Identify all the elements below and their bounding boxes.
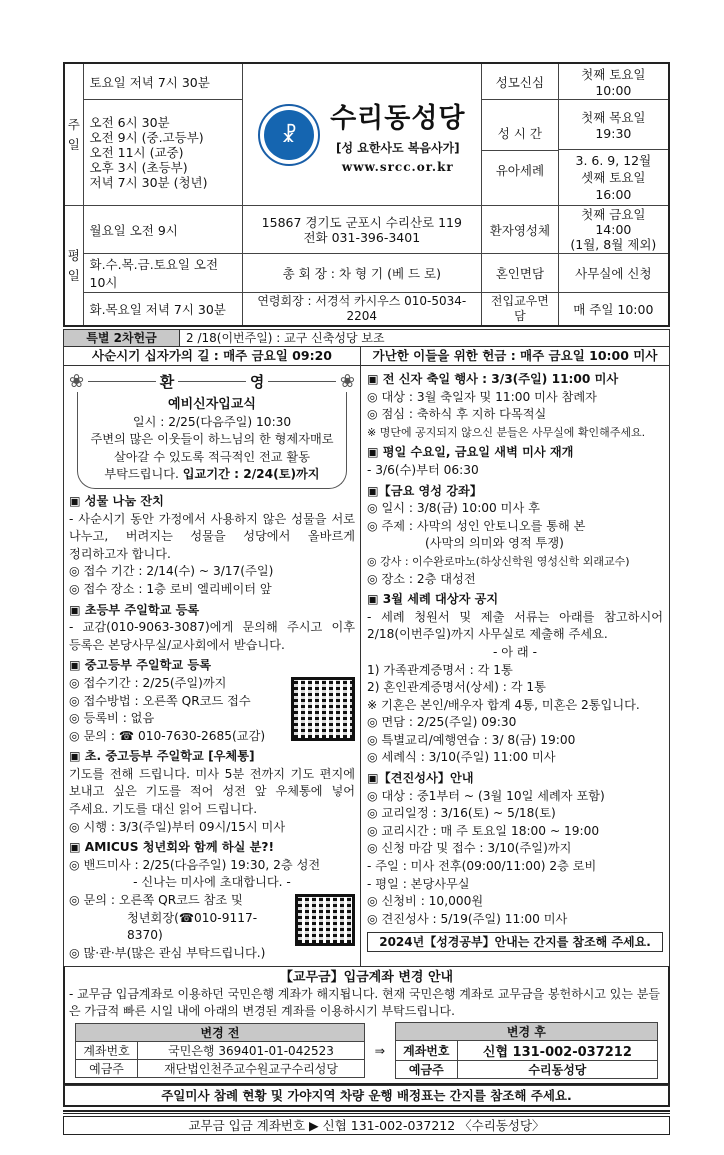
stations-of-cross-heading: 사순시기 십자가의 길 : 매주 금요일 09:20	[64, 347, 361, 365]
welcome-deadline: 입교기간 : 2/24(토)까지	[182, 467, 320, 482]
weekday-mass: 화.수.목.금.토요일 오전 10시	[83, 254, 242, 293]
church-address: 15867 경기도 군포시 수리산로 119 전화 031-396-3401	[242, 206, 482, 254]
list-item: ◎ 교리일정 : 3/16(토) ~ 5/18(토)	[367, 806, 556, 821]
list-item: ◎ 장소 : 2층 대성전	[367, 571, 476, 586]
schedule-value: 첫째 금요일 14:00 (1월, 8월 제외)	[558, 206, 669, 254]
schedule-pair: 성 시 간 유아세례	[482, 100, 559, 206]
sunday-label: 주일	[64, 63, 83, 206]
list-item: 2) 혼인관계증명서(상세) : 각 1통	[367, 680, 546, 695]
list-item: ※ 명단에 공지되지 않으신 분들은 사무실에 확인해주세요.	[367, 425, 646, 439]
wreath-icon: 환	[159, 372, 175, 391]
welcome-title: 예비신자입교식	[168, 397, 256, 412]
church-name: 수리동성당	[330, 102, 466, 134]
schedule-value: 첫째 토요일 10:00	[558, 63, 669, 100]
weekday-label: 평일	[64, 206, 83, 327]
bible-study-note: 2024년【성경공부】안내는 간지를 참조해 주세요.	[367, 932, 663, 952]
schedule-key: 환자영성체	[482, 206, 559, 254]
list-item: ◎ 문의 : ☎ 010-7630-2685(교감)	[69, 728, 266, 743]
mass-schedule-table	[63, 62, 670, 327]
schedule-value: 사무실에 신청	[558, 254, 669, 293]
schedule-key: 혼인면담	[482, 254, 559, 293]
schedule-value: 매 주일 10:00	[558, 293, 669, 327]
section-heading: ▣ AMICUS 청년회와 함께 하실 분?!	[69, 840, 275, 855]
bulletin-page	[63, 0, 670, 1155]
section-heading: ▣ 중고등부 주일학교 등록	[69, 658, 211, 673]
list-item: ※ 기혼은 본인/배우자 합계 4통, 미혼은 2통입니다.	[367, 697, 640, 712]
arrow-icon: ⇒	[374, 1043, 386, 1059]
list-item: 청년회장(☎010-9117-8370)	[127, 910, 258, 943]
footer-account-info: 교무금 입금 계좌번호 ▶ 신협 131-002-037212 〈수리동성당〉	[63, 1116, 670, 1135]
list-item: ◎ 주제 : 사막의 성인 안토니오를 통해 본	[367, 518, 586, 533]
weekday-mass: 월요일 오전 9시	[83, 206, 242, 254]
weekly-headings	[63, 347, 670, 366]
list-item: - 3/6(수)부터 06:30	[367, 462, 479, 477]
qr-code-youth[interactable]	[295, 894, 355, 946]
list-item: ◎ 신청 마감 및 접수 : 3/10(주일)까지	[367, 841, 572, 856]
list-item: - 평일 : 본당사무실	[367, 876, 470, 891]
list-item: - 세례 청원서 및 제출 서류는 아래를 참고하시어 2/18(이번주일)까지 사무실로 제출해 주세요.	[367, 609, 663, 642]
section-heading: ▣ 초등부 주일학교 등록	[69, 602, 200, 617]
special-collection-bar	[63, 329, 670, 347]
list-item: - 교감(010-9063-3087)에게 문의해 주시고 이후 등록은 본당사무실/교사회에서 받습니다.	[69, 620, 355, 652]
section-heading: ▣ 초. 중고등부 주일학교 [우체통]	[69, 749, 255, 764]
account-notice-body: - 교무금 입금계좌로 이용하던 국민은행 계좌가 해지됩니다. 현재 국민은행 계좌로 교무금을 봉헌하시고 있는 분들은 가급적 빠른 시일 내에 아래의 변경된 계좌를 이용하시기 부탁드립니다.	[69, 987, 660, 1018]
list-item: ◎ 견진성사 : 5/19(주일) 11:00 미사	[367, 911, 568, 926]
church-website: www.srcc.or.kr	[341, 159, 454, 174]
list-item: ◎ 많·관·부(많은 관심 부탁드립니다.)	[69, 945, 266, 960]
list-item: ◎ 접수 장소 : 1층 로비 엘리베이터 앞	[69, 581, 272, 596]
list-item: - 아 래 -	[493, 644, 537, 659]
list-item: ◎ 대상 : 3월 축일자 및 11:00 미사 참례자	[367, 389, 597, 404]
council-president: 총 회 장 : 차 형 기 (베 드 로)	[242, 254, 482, 293]
senior-president: 연령회장 : 서경석 카시우스 010-5034-2204	[242, 293, 482, 327]
list-item: - 신나는 미사에 초대합니다. -	[133, 875, 291, 890]
account-notice-title: 【교무금】입금계좌 변경 안내	[279, 970, 454, 986]
left-column	[64, 366, 361, 966]
list-item: ◎ 대상 : 중1부터 ~ (3월 10일 세례자 포함)	[367, 788, 605, 803]
list-item: - 사순시기 동안 가정에서 사용하지 않은 성물을 서로 나누고, 버려지는 성물을 성당에서 올바르게 정리하고자 합니다.	[69, 511, 355, 561]
list-item: - 주일 : 미사 전후(09:00/11:00) 2층 로비	[367, 859, 597, 874]
list-item: ◎ 문의 : 오른쪽 QR코드 참조 및	[69, 893, 243, 908]
wreath-icon: 영	[249, 372, 265, 391]
section-heading: ▣ 전 신자 축일 행사 : 3/3(주일) 11:00 미사	[367, 372, 619, 386]
section-heading: ▣【금요 영성 강좌】	[367, 483, 483, 498]
account-after-table: 변경 후 계좌번호 신협 131-002-037212 예금주 수리동성당	[395, 1022, 658, 1079]
list-item: ◎ 접수기간 : 2/25(주일)까지	[69, 675, 227, 690]
special-collection-label: 특별 2차헌금	[64, 330, 180, 346]
list-item: (사막의 의미와 영적 투쟁)	[425, 536, 564, 551]
right-column	[361, 366, 669, 966]
welcome-body: 주변의 많은 이웃들이 하느님의 한 형제자매로 살아갈 수 있도록 적극적인 전교 활동 부탁드립니다.	[90, 432, 334, 482]
list-item: ◎ 교리시간 : 매 주 토요일 18:00 ~ 19:00	[367, 823, 600, 838]
ribbon-bow-icon: ❀	[69, 370, 85, 392]
church-logo-block	[242, 63, 482, 206]
list-item: 기도를 전해 드립니다. 미사 5분 전까지 기도 편지에 보내고 싶은 기도를 적어 성전 앞 우체통에 넣어 주세요. 기도를 대신 읽어 드립니다.	[69, 766, 355, 817]
list-item: ◎ 접수 기간 : 2/14(수) ~ 3/17(주일)	[69, 564, 274, 579]
list-item: 1) 가족관계증명서 : 각 1통	[367, 662, 513, 677]
list-item: ◎ 면담 : 2/25(주일) 09:30	[367, 715, 517, 730]
poor-collection-heading: 가난한 이들을 위한 헌금 : 매주 금요일 10:00 미사	[372, 348, 658, 363]
account-before-table: 변경 전 계좌번호 국민은행 369401-01-042523 예금주 재단법인천주교수원교구수리성당	[75, 1023, 365, 1078]
list-item: ◎ 신청비 : 10,000원	[367, 894, 484, 909]
schedule-key: 전입교우면담	[482, 293, 559, 327]
ribbon-bow-icon: ❀	[339, 370, 356, 392]
weekday-mass: 화.목요일 저녁 7시 30분	[83, 293, 242, 327]
list-item: ◎ 일시 : 3/8(금) 10:00 미사 후	[367, 501, 540, 516]
church-subtitle: [성 요한사도 복음사가]	[335, 140, 460, 155]
divider	[63, 1110, 670, 1114]
list-item: ◎ 접수방법 : 오른쪽 QR코드 접수	[69, 693, 251, 708]
section-heading: ▣ 평일 수요일, 금요일 새벽 미사 재개	[367, 445, 574, 460]
list-item: ◎ 등록비 : 없음	[69, 711, 155, 726]
account-change-notice	[63, 966, 670, 1085]
sunday-mass-times: 오전 6시 30분 오전 9시 (중.고등부) 오전 11시 (교중) 오후 3시 (초등부) 저녁 7시 30분 (청년)	[83, 100, 242, 206]
section-heading: ▣ 성물 나눔 잔치	[69, 493, 164, 508]
catechumen-welcome-box	[69, 370, 355, 489]
special-collection-value: 2 /18(이번주일) : 교구 신축성당 보조	[186, 331, 385, 345]
notice-columns	[63, 366, 670, 966]
schedule-pair-values: 첫째 목요일 19:30 3. 6. 9, 12월 셋째 토요일 16:00	[558, 100, 669, 206]
list-item: ◎ 밴드미사 : 2/25(다음주일) 19:30, 2층 성전	[69, 857, 321, 872]
qr-code-highschool[interactable]	[291, 677, 355, 741]
schedule-key: 성모신심	[482, 63, 559, 100]
list-item: ◎ 점심 : 축하식 후 지하 다목적실	[367, 407, 547, 422]
section-heading: ▣ 3월 세례 대상자 공지	[367, 592, 499, 607]
welcome-date: 일시 : 2/25(다음주일) 10:30	[132, 414, 292, 429]
mass-attendance-note: 주일미사 참례 현황 및 가야지역 차량 운행 배정표는 간지를 참조해 주세요.	[63, 1085, 670, 1107]
section-heading: ▣【견진성사】안내	[367, 771, 474, 786]
list-item: ◎ 세례식 : 3/10(주일) 11:00 미사	[367, 750, 556, 765]
list-item: ◎ 시행 : 3/3(주일)부터 09시/15시 미사	[69, 819, 286, 834]
list-item: ◎ 특별교리/예행연습 : 3/ 8(금) 19:00	[367, 732, 576, 747]
church-seal-icon: ☧	[258, 104, 320, 166]
sunday-saturday-mass: 토요일 저녁 7시 30분	[83, 63, 242, 100]
list-item: ◎ 강사 : 이수완로마노(하상신학원 영성신학 외래교수)	[367, 554, 630, 568]
